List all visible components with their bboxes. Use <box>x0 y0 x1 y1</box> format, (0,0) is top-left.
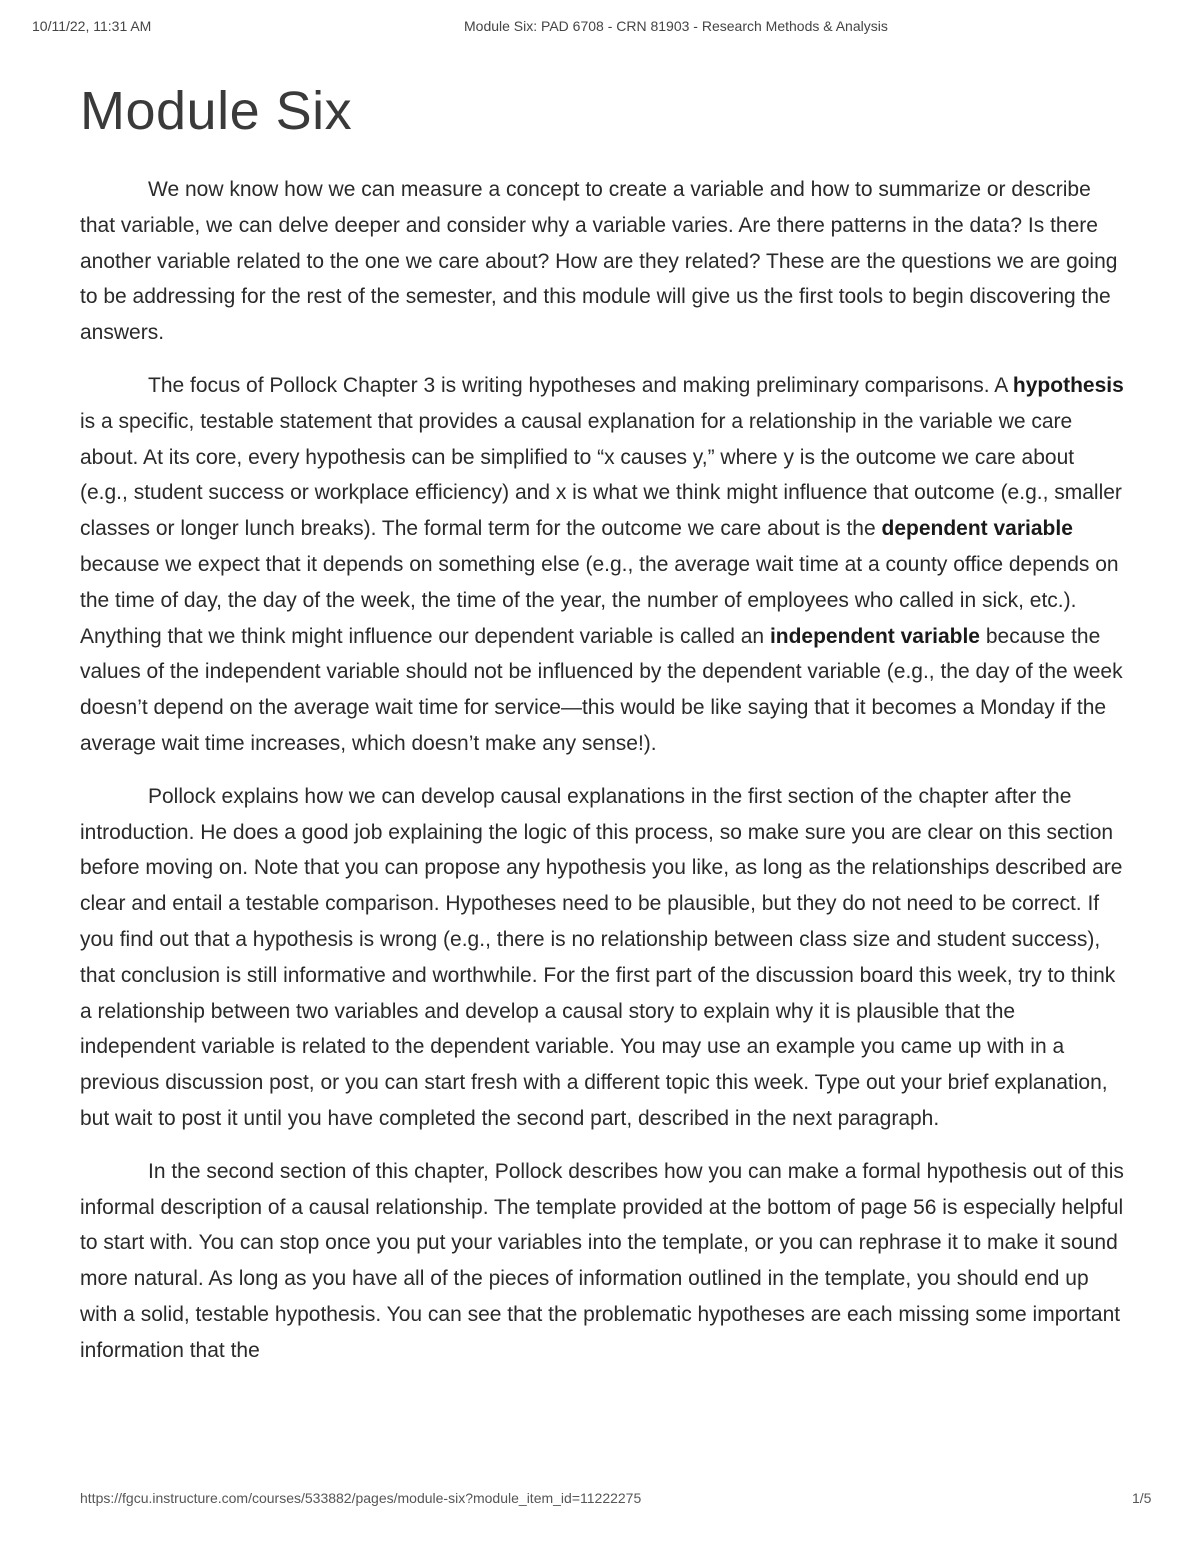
page-title: Module Six <box>80 81 353 141</box>
page-number: 1/5 <box>1132 1490 1152 1506</box>
text-run: because we expect that it depends on something else (e.g., the average wait time at a county office depends on the time of day, the day of the week, the time of the year, the number of employees who called in sick, etc.). Anything that we think might influence our dependent variable is called an <box>80 552 1119 648</box>
text-run: because the values of the independent variable should not be influenced by the dependent variable (e.g., the day of the week doesn’t depend on the average wait time for service—this would be like saying that it becomes a Monday if the average wait time increases, which doesn’t make any sense!). <box>80 624 1123 755</box>
print-footer <box>0 1490 1200 1512</box>
term-independent-variable: independent variable <box>769 624 980 648</box>
term-dependent-variable: dependent variable <box>881 517 1073 541</box>
print-date: 10/11/22, 11:31 AM <box>32 18 152 34</box>
text-run: is a specific, testable statement that provides a causal explanation for a relationship in the variable we care about. At its core, every hypothesis can be simplified to “x causes y,” where y is the outcome we care about (e.g., student success or workplace efficiency) and x is what we think might influence that outcome (e.g., smaller classes or longer lunch breaks). The formal term for the outcome we care about is the <box>80 409 1122 541</box>
text-run: The focus of Pollock Chapter 3 is writing hypotheses and making preliminary comparisons. A <box>148 373 1013 397</box>
page-content <box>80 172 1125 1386</box>
paragraph-causal-explanations: Pollock explains how we can develop causal explanations in the first section of the chapter after the introduction. He does a good job explaining the logic of this process, so make sure you are clear on this section before moving on. Note that you can propose any hypothesis you like, as long as the relationships described are clear and entail a testable comparison. Hypotheses need to be plausible, but they do not need to be correct. If you find out that a hypothesis is wrong (e.g., there is no relationship between class size and student success), that conclusion is still informative and worthwhile. For the first part of the discussion board this week, try to think a relationship between two variables and develop a causal story to explain why it is plausible that the independent variable is related to the dependent variable. You may use an example you came up with in a previous discussion post, or you can start fresh with a different topic this week. Type out your brief explanation, but wait to post it until you have completed the second part, described in the next paragraph. <box>80 784 1123 1130</box>
print-header <box>0 18 1200 40</box>
paragraph-intro: We now know how we can measure a concept to create a variable and how to summarize or describe that variable, we can delve deeper and consider why a variable varies. Are there patterns in the data? Is there another variable related to the one we care about? How are they related? These are the questions we are going to be addressing for the rest of the semester, and this module will give us the first tools to begin discovering the answers. <box>80 178 1118 345</box>
term-hypothesis: hypothesis <box>1012 373 1124 397</box>
paragraph-hypotheses <box>80 368 1125 762</box>
paragraph-formal-hypothesis: In the second section of this chapter, Pollock describes how you can make a formal hypothesis out of this informal description of a causal relationship. The template provided at the bottom of page 56 is especially helpful to start with. You can stop once you put your variables into the template, or you can rephrase it to make it sound more natural. As long as you have all of the pieces of information outlined in the template, you should end up with a solid, testable hypothesis. You can see that the problematic hypotheses are each missing some important information that the <box>80 1159 1124 1362</box>
page-url: https://fgcu.instructure.com/courses/533882/pages/module-six?module_item_id=11222275 <box>80 1490 642 1506</box>
print-page-title: Module Six: PAD 6708 - CRN 81903 - Research Methods & Analysis <box>464 18 888 34</box>
